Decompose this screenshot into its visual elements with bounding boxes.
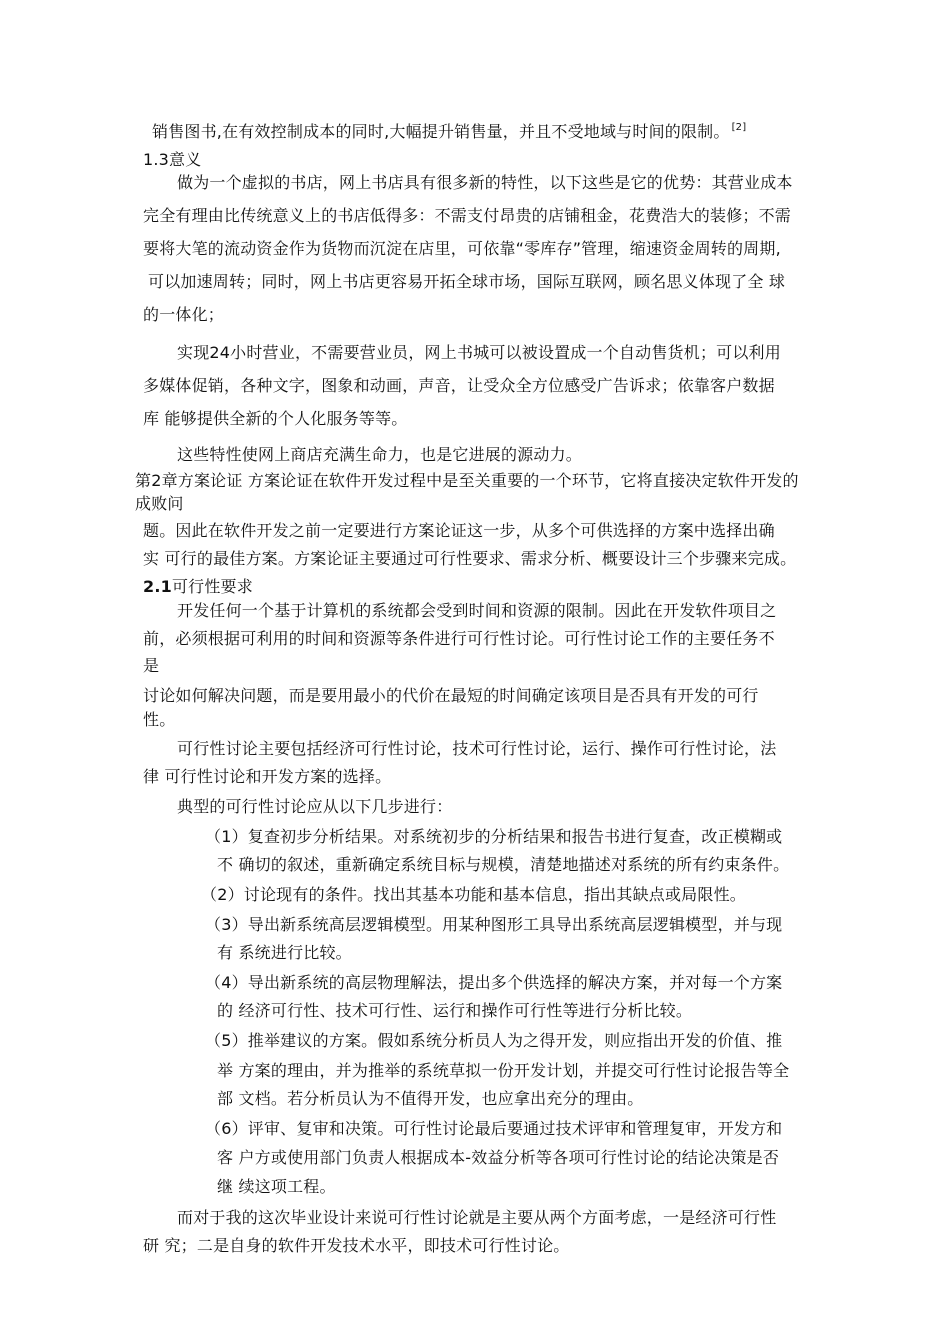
- paragraph-line: 可以加速周转；同时，网上书店更容易开拓全球市场，国际互联网，顾名思义体现了全 球: [148, 272, 786, 291]
- step-line: （1）复查初步分析结果。对系统初步的分析结果和报告书进行复查，改正模糊或: [205, 827, 783, 846]
- step-line: 的 经济可行性、技术可行性、运行和操作可行性等进行分析比较。: [217, 1001, 693, 1020]
- paragraph-line: 实现24小时营业，不需要营业员，网上书城可以被设置成一个自动售货机；可以利用: [177, 343, 781, 362]
- section-heading-1-3: 1.3意义: [143, 150, 202, 169]
- paragraph-line: 可行性讨论主要包括经济可行性讨论，技术可行性讨论，运行、操作可行性讨论，法: [177, 739, 777, 758]
- step-line: 部 文档。若分析员认为不值得开发，也应拿出充分的理由。: [217, 1089, 644, 1108]
- paragraph-line: 题。因此在软件开发之前一定要进行方案论证这一步，从多个可供选择的方案中选择出确: [143, 521, 775, 540]
- paragraph-line: 前，必须根据可利用的时间和资源等条件进行可行性讨论。可行性讨论工作的主要任务不: [143, 629, 775, 648]
- paragraph-line: 实 可行的最佳方案。方案论证主要通过可行性要求、需求分析、概要设计三个步骤来完成。: [143, 549, 797, 568]
- paragraph-line: 多媒体促销，各种文字，图象和动画，声音，让受众全方位感受广告诉求；依靠客户数据: [143, 376, 775, 395]
- paragraph-line: 是: [143, 656, 160, 675]
- paragraph-line: 而对于我的这次毕业设计来说可行性讨论就是主要从两个方面考虑，一是经济可行性: [177, 1208, 777, 1227]
- paragraph-line: 要将大笔的流动资金作为货物而沉淀在店里，可依靠“零库存”管理，缩速资金周转的周期,: [143, 239, 781, 258]
- step-line: （3）导出新系统高层逻辑模型。用某种图形工具导出系统高层逻辑模型，并与现: [205, 915, 783, 934]
- paragraph-line: 讨论如何解决问题，而是要用最小的代价在最短的时间确定该项目是否具有开发的可行: [143, 686, 759, 705]
- paragraph-line: 做为一个虚拟的书店，网上书店具有很多新的特性，以下这些是它的优势：其营业成本: [177, 173, 793, 192]
- step-line: （4）导出新系统的高层物理解法，提出多个供选择的解决方案，并对每一个方案: [205, 973, 783, 992]
- citation-ref: [2]: [731, 122, 747, 133]
- paragraph-line: 律 可行性讨论和开发方案的选择。: [143, 767, 392, 786]
- step-line: 不 确切的叙述，重新确定系统目标与规模，清楚地描述对系统的所有约束条件。: [217, 855, 790, 874]
- paragraph-line: 的一体化；: [143, 305, 225, 324]
- step-line: （5）推举建议的方案。假如系统分析员人为之得开发，则应指出开发的价值、推: [205, 1031, 783, 1050]
- step-line: 举 方案的理由，并为推举的系统草拟一份开发计划，并提交可行性讨论报告等全: [217, 1061, 790, 1080]
- paragraph-line: 性。: [143, 710, 176, 729]
- paragraph-line: 库 能够提供全新的个人化服务等等。: [143, 409, 408, 428]
- step-line: （6）评审、复审和决策。可行性讨论最后要通过技术评审和管理复审，开发方和: [205, 1119, 783, 1138]
- step-line: 客 户方或使用部门负责人根据成本-效益分析等各项可行性讨论的结论决策是否: [217, 1148, 780, 1167]
- paragraph-line: 开发任何一个基于计算机的系统都会受到时间和资源的限制。因此在开发软件项目之: [177, 601, 777, 620]
- section-heading-2-1: [143, 577, 253, 597]
- intro-text: 销售图书,在有效控制成本的同时,大幅提升销售量，并且不受地域与时间的限制。: [152, 122, 730, 141]
- paragraph-line: 研 究；二是自身的软件开发技术水平，即技术可行性讨论。: [143, 1236, 570, 1255]
- step-line: （2）讨论现有的条件。找出其基本功能和基本信息，指出其缺点或局限性。: [201, 885, 746, 904]
- paragraph-line: 完全有理由比传统意义上的书店低得多：不需支付昂贵的店铺租金，花费浩大的装修；不需: [143, 206, 792, 225]
- step-line: 继 续这项工程。: [217, 1177, 336, 1196]
- section-number: 2.1: [143, 577, 172, 596]
- chapter-line: 第2章方案论证 方案论证在软件开发过程中是至关重要的一个环节，它将直接决定软件开发的: [135, 471, 799, 490]
- paragraph-vitality: 这些特性使网上商店充满生命力，也是它进展的源动力。: [177, 445, 583, 464]
- paragraph-steps-intro: 典型的可行性讨论应从以下几步进行：: [177, 797, 453, 816]
- intro-line: [152, 118, 746, 142]
- chapter-line: 成败问: [135, 494, 184, 513]
- section-title: 可行性要求: [171, 577, 253, 596]
- step-line: 有 系统进行比较。: [217, 943, 352, 962]
